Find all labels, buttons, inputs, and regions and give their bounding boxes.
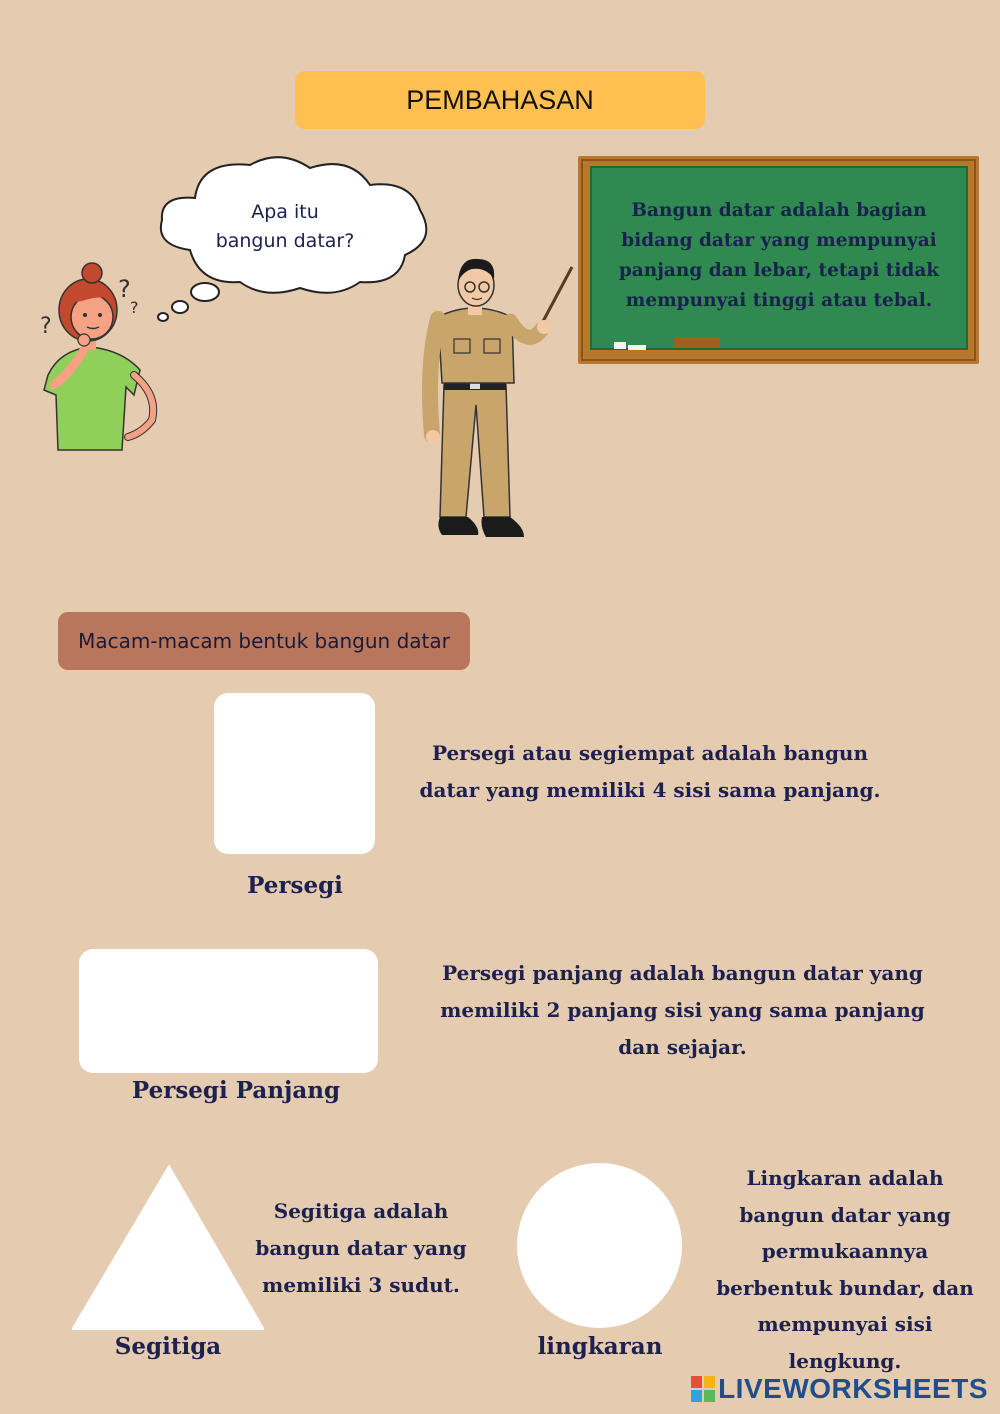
triangle-desc-line-2: bangun datar yang	[255, 1236, 467, 1260]
brand-name: LIVEWORKSHEETS	[718, 1373, 988, 1404]
circle-description	[700, 1160, 990, 1379]
page-title-banner	[295, 71, 705, 129]
section-title: Macam-macam bentuk bangun datar	[78, 629, 450, 653]
triangle-description	[236, 1193, 486, 1304]
thought-line-1: Apa itu	[251, 201, 319, 223]
board-line-3: panjang dan lebar, tetapi tidak	[618, 260, 940, 281]
svg-text:?: ?	[118, 275, 131, 303]
circle-label: lingkaran	[537, 1333, 663, 1360]
page-title: PEMBAHASAN	[406, 84, 594, 115]
rectangle-description	[405, 955, 960, 1066]
square-shape	[214, 693, 375, 854]
circle-desc-line-6: lengkung.	[788, 1348, 902, 1373]
square-desc-line-1: Persegi atau segiempat adalah bangun	[431, 741, 869, 765]
teacher-illustration	[420, 255, 580, 547]
board-line-2: bidang datar yang mempunyai	[621, 230, 937, 251]
rectangle-desc-line-1: Persegi panjang adalah bangun datar yang	[442, 961, 923, 985]
triangle-desc-line-3: memiliki 3 sudut.	[262, 1273, 460, 1297]
thought-bubble-text	[195, 198, 375, 256]
triangle-desc-line-1: Segitiga adalah	[273, 1199, 449, 1223]
thought-line-2: bangun datar?	[215, 230, 355, 252]
liveworksheets-logo-icon	[691, 1376, 715, 1402]
triangle-label: Segitiga	[114, 1333, 222, 1360]
square-label: Persegi	[247, 872, 343, 899]
rectangle-shape	[79, 949, 378, 1073]
rectangle-label: Persegi Panjang	[131, 1077, 341, 1104]
circle-desc-line-4: berbentuk bundar, dan	[716, 1275, 974, 1300]
svg-text:?: ?	[130, 298, 139, 317]
rectangle-desc-line-2: memiliki 2 panjang sisi yang sama panjang	[440, 998, 925, 1022]
liveworksheets-brand	[691, 1373, 988, 1405]
circle-desc-line-1: Lingkaran adalah	[746, 1166, 944, 1190]
board-line-1: Bangun datar adalah bagian	[631, 200, 927, 221]
square-description	[390, 735, 910, 809]
thinking-girl-illustration	[30, 255, 170, 465]
board-line-4: mempunyai tinggi atau tebal.	[625, 290, 933, 311]
rectangle-desc-line-3: dan sejajar.	[618, 1035, 747, 1059]
square-desc-line-2: datar yang memiliki 4 sisi sama panjang.	[419, 778, 881, 802]
blackboard-text	[598, 196, 960, 316]
circle-desc-line-2: bangun datar yang	[739, 1202, 951, 1227]
svg-text:?: ?	[40, 314, 52, 339]
section-header	[58, 612, 470, 670]
circle-desc-line-3: permukaannya	[761, 1239, 929, 1263]
circle-desc-line-5: mempunyai sisi	[757, 1312, 933, 1336]
circle-shape	[517, 1163, 682, 1328]
